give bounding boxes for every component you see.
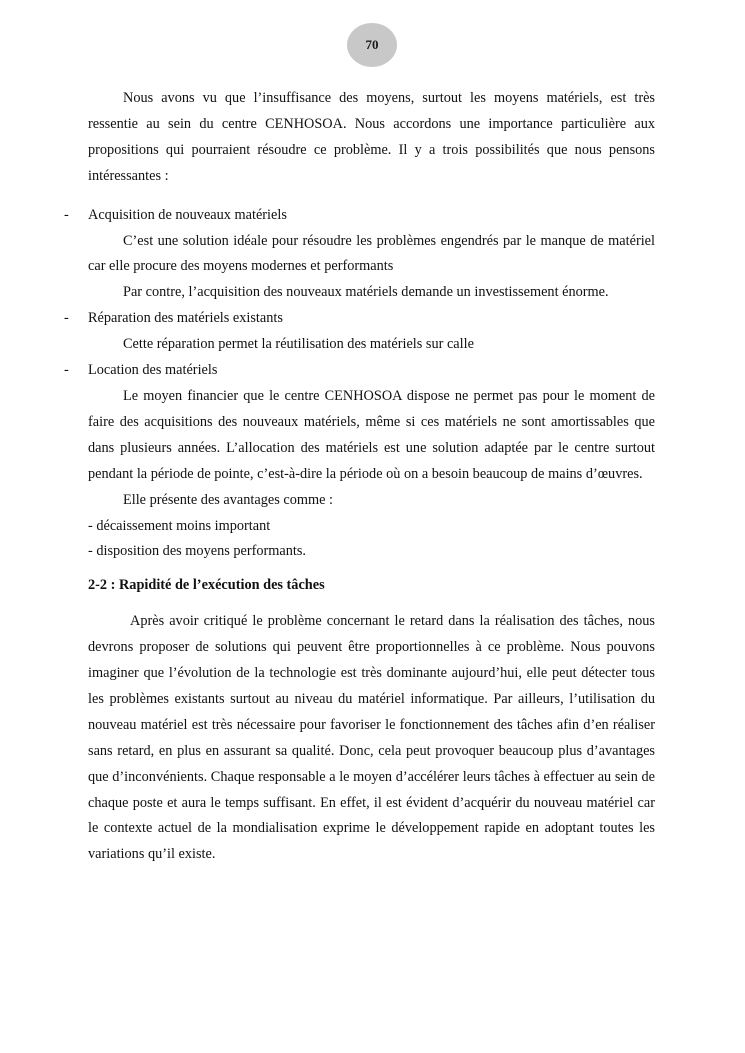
option-paragraph: Par contre, l’acquisition des nouveaux matériels demande un investissement énorme. [123, 284, 609, 301]
option-title-text: Location des matériels [88, 362, 218, 379]
bullet-dash: - [64, 310, 69, 327]
document-body [64, 86, 655, 868]
option-acquisition [64, 203, 655, 307]
intro-paragraph: Nous avons vu que l’insuffisance des moyens, surtout les moyens matériels, est très ressentie au sein du centre CENHOSOA. Nous accordons une importance particulière aux propositions qui pourraient résoudre ce problème. Il y a trois possibilités que nous pensons intéressantes : [88, 90, 655, 184]
option-title [64, 358, 655, 384]
page-number: 70 [365, 37, 379, 52]
option-repair [64, 306, 655, 358]
list-item: - décaissement moins important [88, 517, 271, 534]
option-paragraph: C’est une solution idéale pour résoudre les problèmes engendrés par le manque de matériel car elle procure des moyens modernes et performants [88, 232, 655, 275]
list-item: - disposition des moyens performants. [88, 543, 306, 560]
page-number-badge [347, 23, 397, 67]
bullet-dash: - [64, 206, 69, 223]
option-paragraph: Le moyen financier que le centre CENHOSOA dispose ne permet pas pour le moment de faire des acquisitions des nouveaux matériels, même si ces matériels ne sont amortissables que dans plusieurs années. L’allocation des matériels est une solution adaptée par le centre surtout pendant la période de pointe, c’est-à-dire la période où on a besoin beaucoup de mains d’œuvres. [88, 387, 655, 482]
option-title-text: Réparation des matériels existants [88, 310, 283, 327]
advantages-list [88, 514, 655, 566]
option-rental [64, 358, 655, 513]
option-paragraph: Elle présente des avantages comme : [123, 491, 333, 508]
section-paragraph: Après avoir critiqué le problème concernant le retard dans la réalisation des tâches, nous devrons proposer de solutions qui peuvent être proportionnelles à ce problème. Nous pouvons imaginer que l’évolution de la technologie est très dominante aujourd’hui, elle peut détecter tous les problèmes existants surtout au niveau du matériel informatique. Par ailleurs, l’utilisation du nouveau matériel est très nécessaire pour favoriser le fonctionnement des tâches afin d’en réaliser sans retard, en plus en assurant sa qualité. Donc, cela peut provoquer beaucoup plus d’avantages que d’inconvénients. Chaque responsable a le moyen d’accélérer leurs tâches à effectuer au sein de chaque poste et aura le temps suffisant. En effet, il est évident d’acquérir du nouveau matériel car le contexte actuel de la mondialisation exprime le développement rapide en adoptant toutes les variations qu’il existe. [88, 613, 655, 863]
section-heading: 2-2 : Rapidité de l’exécution des tâches [88, 577, 325, 594]
option-title-text: Acquisition de nouveaux matériels [88, 206, 287, 223]
option-title [64, 203, 655, 229]
option-paragraph: Cette réparation permet la réutilisation des matériels sur calle [123, 336, 474, 353]
option-title [64, 306, 655, 332]
bullet-dash: - [64, 362, 69, 379]
